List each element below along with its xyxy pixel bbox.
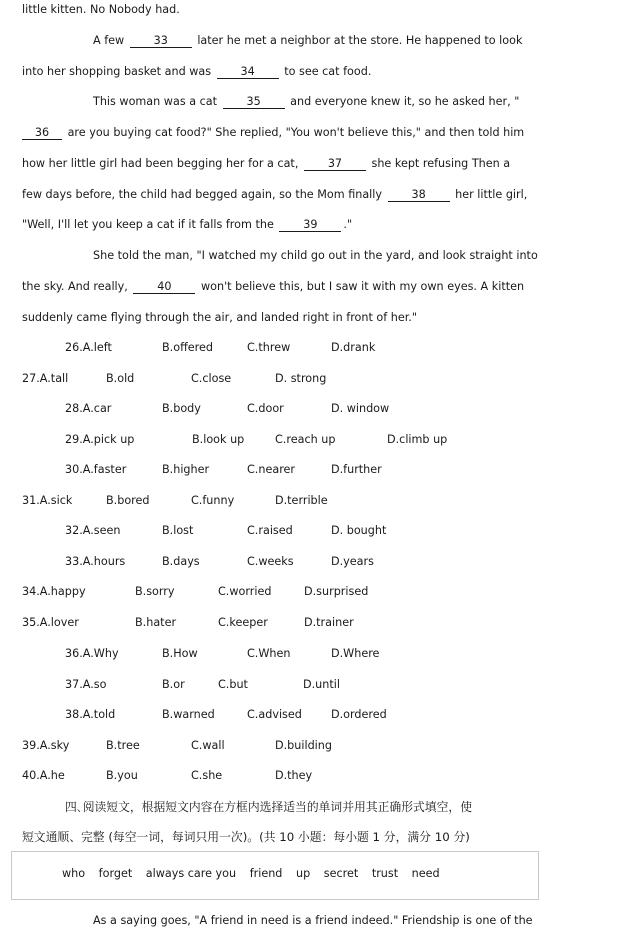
- option-a[interactable]: 27.A.tall: [22, 372, 69, 385]
- passage-line: [93, 248, 538, 264]
- option-a[interactable]: 29.A.pick up: [65, 433, 135, 446]
- passage-text: she kept refusing Then a: [371, 157, 511, 170]
- option-a[interactable]: 40.A.he: [22, 769, 65, 782]
- passage-line: [22, 279, 524, 295]
- option-c[interactable]: C.but: [218, 678, 248, 691]
- passage-text: little kitten. No Nobody had.: [22, 3, 180, 16]
- passage-text: to see cat food.: [284, 65, 372, 78]
- option-c[interactable]: C.advised: [247, 708, 302, 721]
- option-b[interactable]: B.you: [106, 769, 138, 782]
- passage-line: [22, 125, 524, 141]
- passage-text: and everyone knew it, so he asked her, ": [290, 95, 520, 108]
- section4-heading-text: 四､阅读短文，根据短文内容在方框内选择适当的单词并用其正确形式填空，使: [65, 800, 472, 814]
- option-c[interactable]: C.reach up: [275, 433, 336, 446]
- option-a[interactable]: 31.A.sick: [22, 494, 73, 507]
- option-a[interactable]: 34.A.happy: [22, 585, 86, 598]
- blank-38[interactable]: 38: [388, 188, 450, 202]
- passage-text: later he met a neighbor at the store. He happened to look: [197, 34, 523, 47]
- option-a[interactable]: 37.A.so: [65, 678, 107, 691]
- passage-text: her little girl,: [455, 188, 528, 201]
- option-c[interactable]: C.threw: [247, 341, 291, 354]
- option-d[interactable]: D.drank: [331, 341, 376, 354]
- blank-40[interactable]: 40: [133, 280, 195, 294]
- section4-heading-text: 短文通顺、完整 (每空一词，每词只用一次)。(共 10 小题：每小题 1 分，满分 10 分): [22, 830, 470, 844]
- option-c[interactable]: C.she: [191, 769, 223, 782]
- passage-line: [22, 217, 352, 233]
- option-b[interactable]: B.warned: [162, 708, 215, 721]
- option-b[interactable]: B.old: [106, 372, 135, 385]
- blank-35[interactable]: 35: [223, 95, 285, 109]
- passage-line: [22, 187, 527, 203]
- option-d[interactable]: D.ordered: [331, 708, 387, 721]
- option-c[interactable]: C.When: [247, 647, 291, 660]
- passage-line: [22, 310, 417, 326]
- option-d[interactable]: D.trainer: [304, 616, 354, 629]
- blank-34[interactable]: 34: [217, 65, 279, 79]
- passage-text: how her little girl had been begging her for a cat,: [22, 157, 299, 170]
- option-b[interactable]: B.days: [162, 555, 200, 568]
- option-a[interactable]: 38.A.told: [65, 708, 116, 721]
- option-d[interactable]: D.surprised: [304, 585, 369, 598]
- passage-text: into her shopping basket and was: [22, 65, 212, 78]
- word-bank-box: [11, 851, 539, 900]
- option-b[interactable]: B.bored: [106, 494, 150, 507]
- word-bank-item[interactable]: forget: [98, 867, 133, 880]
- word-bank-item[interactable]: need: [411, 867, 440, 880]
- option-c[interactable]: C.nearer: [247, 463, 296, 476]
- option-b[interactable]: B.higher: [162, 463, 210, 476]
- option-c[interactable]: C.weeks: [247, 555, 294, 568]
- option-d[interactable]: D.building: [275, 739, 332, 752]
- option-b[interactable]: B.look up: [192, 433, 245, 446]
- passage-line: [22, 2, 180, 18]
- option-d[interactable]: D.terrible: [275, 494, 328, 507]
- passage-text: .": [343, 218, 353, 231]
- word-bank-item[interactable]: who: [62, 867, 86, 880]
- option-d[interactable]: D. bought: [331, 524, 387, 537]
- option-a[interactable]: 35.A.lover: [22, 616, 79, 629]
- option-b[interactable]: B.tree: [106, 739, 140, 752]
- passage-text: A few: [93, 34, 125, 47]
- passage-text: She told the man, "I watched my child go out in the yard, and look straight into: [93, 249, 538, 262]
- blank-39[interactable]: 39: [279, 218, 341, 232]
- blank-36[interactable]: 36: [22, 126, 62, 140]
- passage-text: are you buying cat food?" She replied, "You won't believe this," and then told him: [67, 126, 525, 139]
- option-c[interactable]: C.wall: [191, 739, 225, 752]
- option-a[interactable]: 36.A.Why: [65, 647, 119, 660]
- passage-text: the sky. And really,: [22, 280, 128, 293]
- word-bank-item[interactable]: up: [295, 867, 311, 880]
- option-a[interactable]: 26.A.left: [65, 341, 112, 354]
- passage-line: [22, 156, 510, 172]
- option-b[interactable]: B.offered: [162, 341, 214, 354]
- option-b[interactable]: B.sorry: [135, 585, 175, 598]
- option-a[interactable]: 39.A.sky: [22, 739, 70, 752]
- option-a[interactable]: 33.A.hours: [65, 555, 126, 568]
- passage-line: [93, 33, 522, 49]
- option-a[interactable]: 30.A.faster: [65, 463, 127, 476]
- section4-heading-cont: [22, 829, 470, 845]
- passage-text: suddenly came flying through the air, and landed right in front of her.": [22, 311, 418, 324]
- option-b[interactable]: B.hater: [135, 616, 177, 629]
- option-c[interactable]: C.close: [191, 372, 232, 385]
- option-d[interactable]: D.Where: [331, 647, 380, 660]
- word-bank-item[interactable]: friend: [249, 867, 283, 880]
- option-d[interactable]: D.until: [303, 678, 340, 691]
- option-a[interactable]: 28.A.car: [65, 402, 112, 415]
- option-d[interactable]: D. window: [331, 402, 390, 415]
- option-b[interactable]: B.or: [162, 678, 185, 691]
- option-a[interactable]: 32.A.seen: [65, 524, 121, 537]
- option-d[interactable]: D.they: [275, 769, 313, 782]
- blank-37[interactable]: 37: [304, 157, 366, 171]
- option-c[interactable]: C.keeper: [218, 616, 268, 629]
- passage-text: "Well, I'll let you keep a cat if it falls from the: [22, 218, 274, 231]
- word-bank-item[interactable]: always care you: [145, 867, 237, 880]
- option-b[interactable]: B.How: [162, 647, 198, 660]
- passage-text: won't believe this, but I saw it with my own eyes. A kitten: [200, 280, 525, 293]
- option-d[interactable]: D.further: [331, 463, 382, 476]
- word-bank-item[interactable]: trust: [371, 867, 399, 880]
- word-bank: [62, 867, 450, 880]
- passage-line: [22, 64, 371, 80]
- option-d[interactable]: D. strong: [275, 372, 327, 385]
- option-c[interactable]: C.worried: [218, 585, 272, 598]
- section4-heading: [65, 799, 472, 815]
- passage-line: [93, 913, 533, 929]
- option-b[interactable]: B.lost: [162, 524, 194, 537]
- passage-text: This woman was a cat: [93, 95, 218, 108]
- word-bank-item[interactable]: secret: [323, 867, 359, 880]
- option-c[interactable]: C.door: [247, 402, 284, 415]
- passage-line: [93, 94, 519, 110]
- passage-text: few days before, the child had begged again, so the Mom finally: [22, 188, 383, 201]
- option-c[interactable]: C.funny: [191, 494, 235, 507]
- option-d[interactable]: D.years: [331, 555, 374, 568]
- passage-text: As a saying goes, "A friend in need is a friend indeed." Friendship is one of the: [93, 914, 533, 927]
- blank-33[interactable]: 33: [130, 34, 192, 48]
- option-c[interactable]: C.raised: [247, 524, 293, 537]
- option-d[interactable]: D.climb up: [387, 433, 448, 446]
- option-b[interactable]: B.body: [162, 402, 201, 415]
